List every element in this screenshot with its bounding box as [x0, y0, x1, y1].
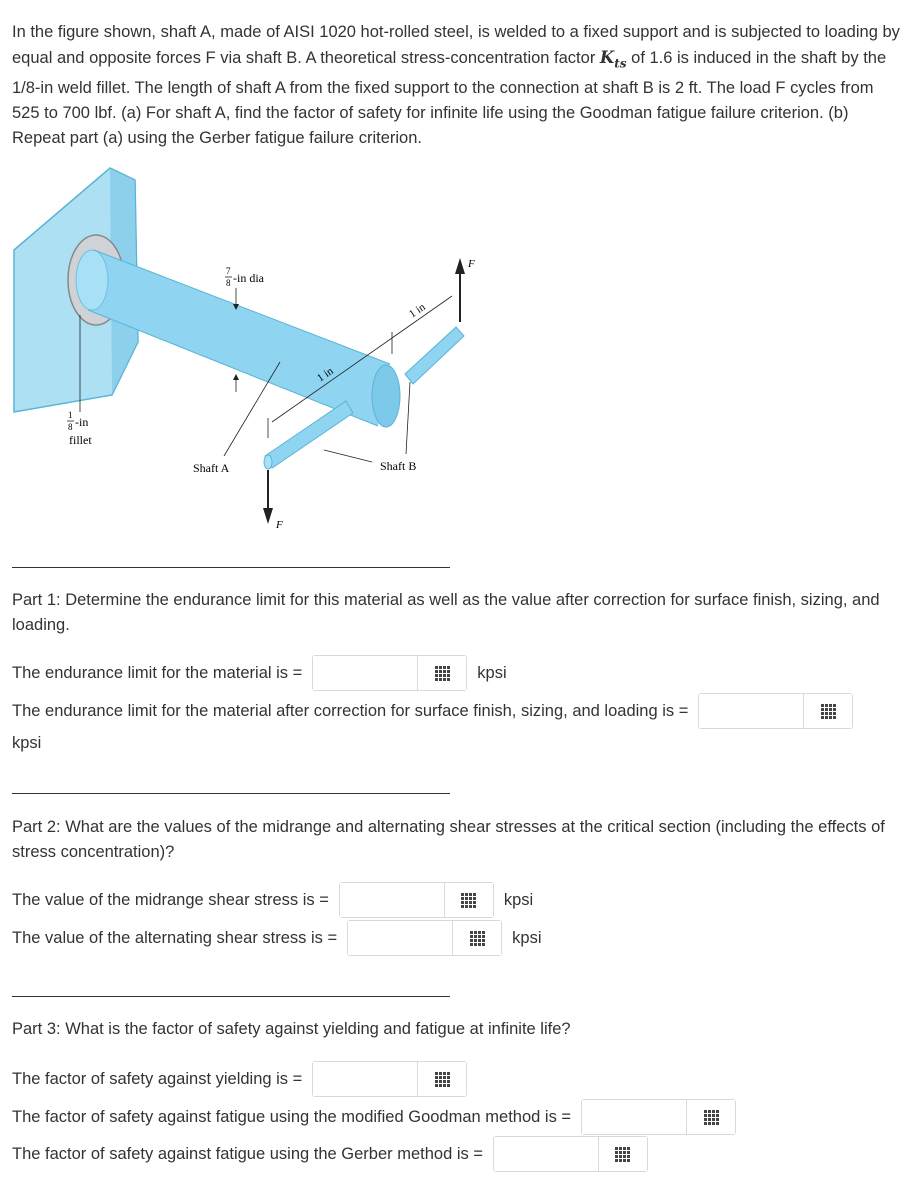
problem-text-1: In the figure shown, shaft A, made of AISI 1020 hot-rolled steel, is welded to a fixed support and is subjected to loading by equal and opposite forces F via shaft B. A theoretical stress-concentration factor [12, 23, 900, 67]
part1-q2-row [12, 692, 853, 730]
part2-q1-answer [339, 882, 494, 918]
keypad-icon[interactable] [598, 1137, 647, 1171]
part3-q2-label: The factor of safety against fatigue using the modified Goodman method is = [12, 1107, 572, 1126]
divider-1 [12, 567, 450, 568]
part2-q2-unit: kpsi [512, 928, 542, 947]
midrange-shear-input[interactable] [340, 883, 444, 917]
dim-1in-a: 1 in [314, 365, 336, 385]
shaft-b [405, 327, 464, 384]
part2-q1-row [12, 881, 533, 919]
part3-q2-answer [581, 1099, 736, 1135]
part1-q1-label: The endurance limit for the material is = [12, 663, 303, 682]
problem-text-2: of 1.6 is induced in the shaft by the 1/8-in weld fillet. The length of shaft A from the fixed support to the connection at shaft B is 2 ft. The load F cycles from 525 to 700 lbf. (a) For shaft A, find the factor of safety for infinite life using the Goodman fatigue failure criterion. (b) Repeat part (a) using the Gerber fatigue failure criterion. [12, 49, 887, 148]
kts-symbol: $K_{ts}$ [599, 48, 627, 71]
gerber-safety-input[interactable] [494, 1137, 598, 1171]
divider-2 [12, 793, 450, 794]
part3-q1-row [12, 1060, 467, 1098]
part2-q1-label: The value of the midrange shear stress is = [12, 890, 329, 909]
corrected-endurance-limit-input[interactable] [699, 694, 803, 728]
shaft-figure [0, 150, 520, 550]
fillet-denominator: 8 [68, 422, 73, 432]
part1-q1-unit: kpsi [477, 663, 507, 682]
part1-q1-row [12, 654, 507, 692]
dia-label: -in dia [233, 271, 264, 285]
shaft-a-label: Shaft A [193, 461, 230, 475]
keypad-icon[interactable] [452, 921, 501, 955]
endurance-limit-input[interactable] [313, 656, 417, 690]
part3-q2-row [12, 1098, 736, 1136]
divider-3 [12, 996, 450, 997]
part3-q3-label: The factor of safety against fatigue using the Gerber method is = [12, 1144, 483, 1163]
part2-q1-unit: kpsi [503, 890, 534, 909]
keypad-icon[interactable] [417, 656, 466, 690]
part3-q3-answer [493, 1136, 648, 1172]
force-top-label: F [468, 258, 475, 270]
part2-question: Part 2: What are the values of the midrange and alternating shear stresses at the critical section (including the effects of stress concentration)? [12, 818, 885, 861]
keypad-icon[interactable] [444, 883, 493, 917]
dia-denominator: 8 [226, 278, 231, 288]
part3-q1-answer [312, 1061, 467, 1097]
part3-q1-label: The factor of safety against yielding is = [12, 1069, 303, 1088]
part3-question: Part 3: What is the factor of safety against yielding and fatigue at infinite life? [12, 1020, 571, 1038]
goodman-safety-input[interactable] [582, 1100, 686, 1134]
part1-question: Part 1: Determine the endurance limit for this material as well as the value after correction for surface finish, sizing, and loading. [12, 591, 880, 634]
part2-q2-label: The value of the alternating shear stress is = [12, 928, 338, 947]
fillet-in-label: -in [75, 415, 89, 429]
dim-1in-b: 1 in [406, 301, 428, 321]
fillet-label: fillet [69, 433, 92, 447]
problem-statement [12, 20, 904, 151]
keypad-icon[interactable] [686, 1100, 735, 1134]
fillet-numerator: 1 [68, 410, 73, 420]
part1-q2-label: The endurance limit for the material after correction for surface finish, sizing, and loading is = [12, 701, 689, 720]
part1-q2-unit: kpsi [12, 734, 42, 752]
part2-q2-answer [347, 920, 502, 956]
alternating-shear-input[interactable] [348, 921, 452, 955]
yield-safety-input[interactable] [313, 1062, 417, 1096]
part2-q2-row [12, 919, 541, 957]
part1-q2-answer [698, 693, 853, 729]
keypad-icon[interactable] [417, 1062, 466, 1096]
shaft-b-label: Shaft B [380, 459, 417, 473]
dia-numerator: 7 [226, 266, 231, 276]
part1-q1-answer [312, 655, 467, 691]
part3-q3-row [12, 1135, 648, 1173]
keypad-icon[interactable] [803, 694, 852, 728]
force-bottom-label: F [276, 519, 283, 531]
